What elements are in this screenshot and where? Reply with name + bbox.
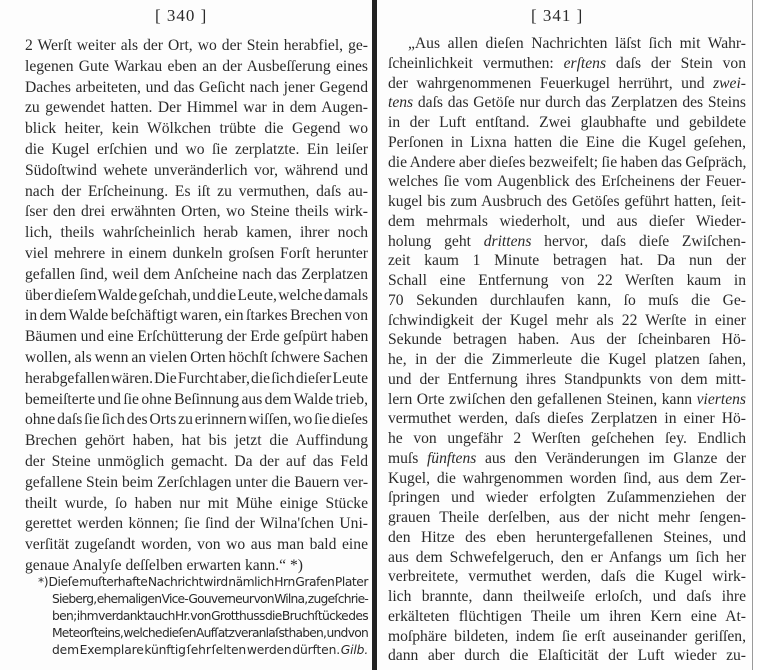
left-page-body-text (25, 36, 368, 577)
text-segment: grauen Theile derſelben, aus der nicht mehr ſengen- (388, 509, 746, 526)
italic-emphasis: fünftens (426, 449, 477, 467)
text-line (388, 469, 746, 489)
text-segment: ben; ihm verdankt auch Hr. von Grotthuss die Bruchſtücke des (52, 609, 368, 623)
text-line: über dieſem Walde geſchah, und die Leute, welche damals (25, 286, 369, 304)
text-line (388, 646, 746, 666)
text-line: ohne daſs ſie ſich des Orts zu erinnern wiſſen, wo ſie dieſes (25, 411, 368, 429)
text-line (388, 409, 746, 429)
text-segment: Sieberg, ehemaligen Vice-Gouverneur von Wilna, zugeſchrie- (52, 592, 368, 606)
text-line (388, 330, 746, 350)
text-line (388, 311, 746, 331)
text-line: zu gewendet hatten. Der Himmel war in dem Augen- (25, 99, 368, 117)
text-line (388, 627, 746, 647)
text-line (388, 488, 746, 508)
text-line (388, 54, 746, 74)
text-segment: ſchwindigkeit der Kugel mehr als 22 Werſte in einer (388, 311, 746, 329)
text-segment: in der Luft entſtand. Zwei glaubhafte und gebildete (388, 114, 746, 131)
text-segment: ſpringen und wieder erfolgten Zuſammenziehen der (388, 489, 746, 507)
left-page (0, 0, 372, 670)
book-gutter-divider (372, 0, 377, 670)
text-line: Brechen gehört haben, hat bis jetzt die Auffindung (25, 432, 368, 450)
text-line: 2 Werſt weiter als der Ort, wo der Stein herabfiel, ge- (25, 37, 368, 54)
text-segment: zeit kaum 1 Minute betragen hat. Da nun der (388, 252, 746, 270)
text-line: bemeiſterte und ſie ohne Beſinnung aus dem Walde trieb, (25, 390, 368, 408)
italic-emphasis: erſtens (563, 54, 607, 72)
footnote (38, 574, 368, 659)
right-page (379, 0, 751, 670)
text-line: ſser den drei erwähnten Orten, wo Steine theils wirk- (25, 203, 368, 221)
text-segment: den Hitze des eben heruntergefallenen Steines, und (388, 528, 746, 546)
text-segment: lern Orte zwiſchen den gefallenen Steinen, kann (388, 390, 697, 408)
text-line (388, 350, 746, 370)
text-segment: kugel bis zum Ausbruch des Getöſes geführt hatten, ſeit- (388, 193, 746, 210)
text-line (388, 34, 746, 54)
text-line: gefallene Stein beim Zerſchlagen unter die Bauern ver- (25, 473, 369, 491)
italic-emphasis: viertens (696, 390, 746, 408)
text-line: in dem Walde beſchäftigt waren, ein ſtarkes Brechen von (25, 307, 368, 325)
text-line: gefallen ſind, weil dem Anſcheine nach das Zerplatzen (25, 265, 368, 283)
text-line: Daches arbeiteten, und das Geſicht nach jener Gegend (25, 78, 368, 96)
footnote-line (38, 642, 368, 659)
footnote-line (38, 591, 368, 608)
text-line (388, 607, 746, 627)
text-line: nach der Erſcheinung. Es iſt zu vermuthen, daſs au- (25, 182, 368, 200)
text-line (388, 113, 746, 133)
text-line (388, 508, 746, 528)
text-line (388, 567, 746, 587)
text-segment: muſs (388, 449, 427, 467)
text-segment: ſcheinlichkeit vermuthen: (388, 54, 564, 72)
text-segment: moſphäre bildeten, indem ſie erſt auseinander geriſſen, (388, 627, 746, 645)
italic-emphasis: tens (388, 94, 414, 112)
text-line: verſität zugeſandt worden, von wo aus man bald eine (25, 536, 368, 554)
right-page-body-text (388, 34, 746, 666)
page-number-left: [ 340 ] (155, 6, 208, 25)
text-line (388, 153, 746, 173)
text-line (388, 449, 746, 469)
text-line: Südoſtwind wehete unveränderlich vor, während und (25, 161, 368, 179)
text-line (388, 192, 746, 212)
text-line: Bäumen und eine Erſchütterung der Erde geſpürt haben (25, 328, 369, 346)
text-line (388, 251, 746, 271)
text-line: herabgefallen wären. Die Furcht aber, die ſich dieſer Leute (25, 369, 368, 387)
text-segment: vermuthet werden, daſs dieſes Zerplatzen in einer Hö- (388, 410, 746, 428)
footnote-line (38, 574, 368, 591)
text-line (388, 74, 746, 94)
text-line: viel mehrere in einem dunkeln groſsen Forſt herunter (25, 244, 368, 262)
italic-emphasis: drittens (483, 232, 532, 250)
text-line (388, 587, 746, 607)
text-segment: Perſonen in Lixna hatten die Eine die Kugel geſehen, (388, 133, 746, 151)
text-segment: der wahrgenommenen Feuerkugel herrührt, und (388, 74, 714, 92)
text-segment: Kugel, die wahrgenommen worden ſind, aus dem Zer- (388, 469, 746, 487)
text-line (388, 291, 746, 311)
text-segment: holung geht (388, 232, 484, 250)
text-line: lich, theils wahrſcheinlich herab kamen, ihrer noch (25, 224, 368, 242)
text-segment: „Aus allen dieſen Nachrichten läſst ſich mit Wahr- (408, 35, 746, 52)
text-line (388, 133, 746, 153)
text-line (388, 390, 746, 410)
text-segment: und der Entfernung ihres Standpunkts von dem mitt- (388, 370, 746, 388)
text-line (388, 232, 746, 252)
italic-emphasis: Gilb. (340, 643, 369, 657)
text-segment: 70 Sekunden durchlaufen kann, ſo muſs die Ge- (388, 291, 746, 309)
text-segment: he, in der die Zimmerleute die Kugel platzen ſahen, (388, 351, 746, 368)
footnote-line (38, 608, 368, 625)
text-line: blick heiter, kein Wölkchen trübte die Gegend wo (25, 120, 368, 138)
text-segment: aus den Veränderungen im Glanze der (476, 449, 746, 467)
italic-emphasis: zwei- (713, 74, 746, 92)
text-line (388, 528, 746, 548)
page-number-right: [ 341 ] (531, 6, 584, 25)
text-line: wollen, als wenn an vielen Orten höchſt ſchwere Sachen (25, 348, 368, 366)
text-line (388, 370, 746, 390)
text-segment: verbreitete, vermuthet werden, daſs die Kugel wirk- (388, 568, 746, 586)
text-segment: Meteorſteins, welche dieſen Aufſatz veranlaſst haben, und von (52, 626, 368, 640)
text-segment: dem Exemplare künftig ſehr ſelten werden dürften. (52, 643, 341, 657)
text-segment: *) Dieſe muſterhafte Nachricht wird nämlich Hrn Grafen Plater (38, 575, 368, 589)
text-line (388, 93, 746, 113)
text-line (388, 548, 746, 568)
text-segment: erkälteten flüchtigen Theile um ihren Kern eine At- (388, 607, 746, 625)
text-line: der Steine unmöglich gemacht. Da der auf das Feld (25, 452, 368, 470)
text-segment: welches ſie vom Augenblick des Erſcheinens der Feuer- (388, 173, 746, 191)
text-segment: dem mehrmals wiederholt, und aus dieſer Wieder- (388, 212, 746, 230)
text-line (388, 271, 746, 291)
text-line (388, 172, 746, 192)
text-line: gerettet werden können; ſie ſind der Wilna'ſchen Uni- (25, 515, 368, 533)
text-line (388, 212, 746, 232)
text-segment: hervor, daſs dieſe Zwiſchen- (531, 232, 746, 250)
text-segment: daſs das Getöſe nur durch das Zerplatzen des Steins (413, 94, 746, 112)
text-segment: aus dem Schwefelgeruch, den er Anfangs um ſich her (388, 548, 746, 566)
text-line: legenen Gute Warkau eben an der Ausbeſſerung eines (25, 57, 368, 75)
text-segment: daſs der Stein von (606, 54, 746, 72)
text-line: die Kugel erſchien und wo ſie zerplatzte. Ein leiſer (25, 140, 368, 158)
text-segment: he von ungefähr 2 Werſten geſchehen ſey. Endlich (388, 430, 746, 447)
text-segment: Schall eine Entfernung von 22 Werſten kaum in (388, 272, 746, 289)
text-line: theilt wurde, ſo haben nur mit Mühe einige Stücke (25, 494, 368, 512)
text-segment: lich brannte, dann theilweiſe erloſch, und daſs ihre (388, 588, 746, 605)
text-segment: Sekunde betragen haben. Aus der ſcheinbaren Hö- (388, 331, 746, 349)
text-line (388, 429, 746, 449)
text-segment: die Andere aber dieſes bezweifelt; ſie haben das Geſpräch, (388, 153, 747, 171)
footnote-line (38, 625, 368, 642)
page-edge (752, 0, 753, 670)
text-segment: dann aber durch die Elaſticität der Luft wieder zu- (388, 647, 746, 665)
text-line: genaue Analyſe deſſelben erwarten kann.“ *) (25, 556, 303, 574)
